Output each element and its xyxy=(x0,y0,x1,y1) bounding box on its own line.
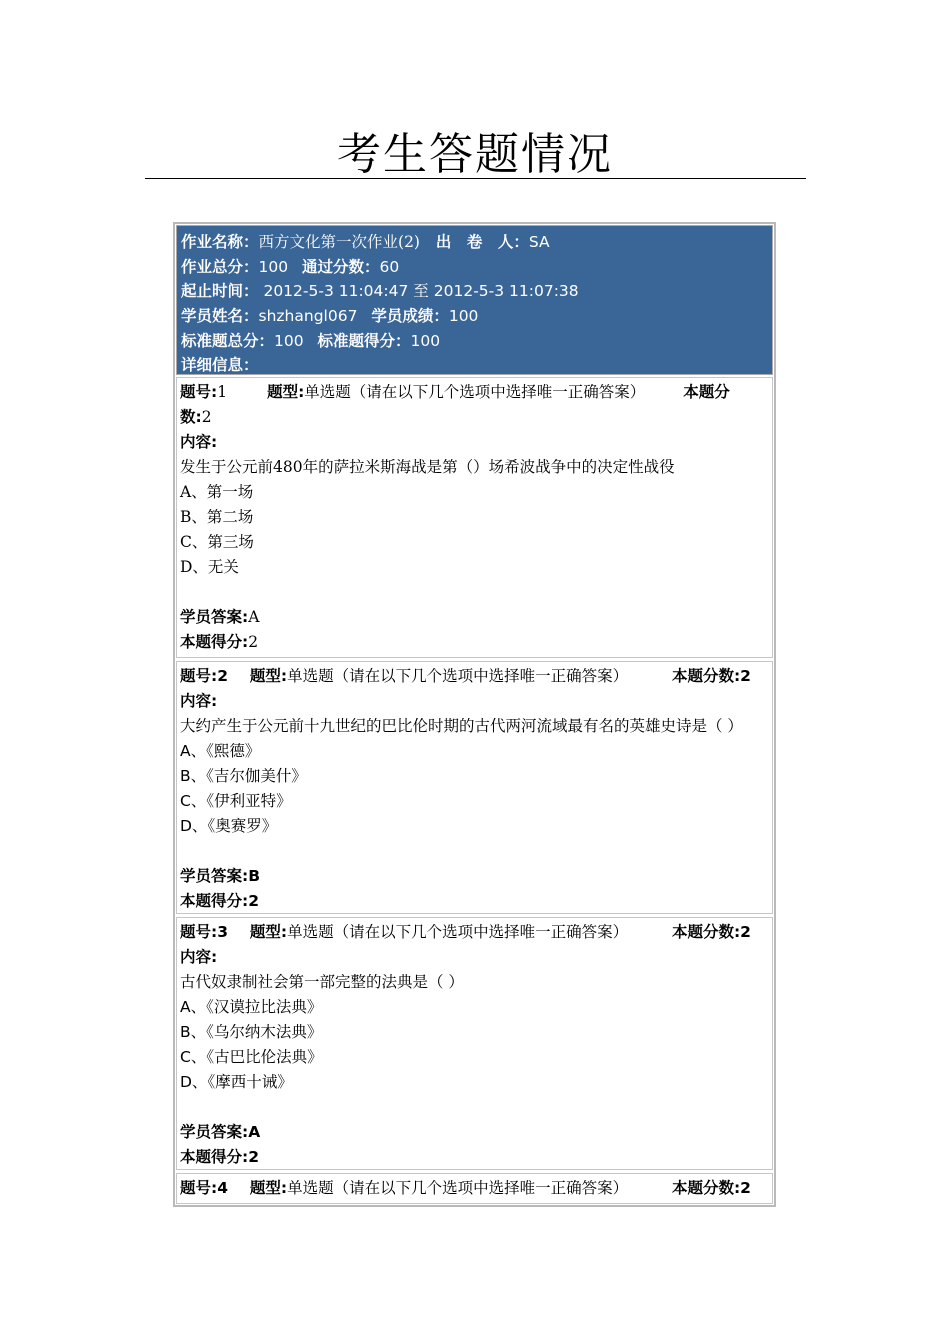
student-answer-row xyxy=(180,605,770,630)
question-got-row xyxy=(180,1145,770,1170)
question-type-label: 题型: xyxy=(267,383,305,401)
option-text: 《奥赛罗》 xyxy=(207,817,278,835)
option-c xyxy=(180,789,770,814)
option-letter: B、 xyxy=(180,767,207,785)
blank-line xyxy=(180,580,770,605)
option-text: 《古巴比伦法典》 xyxy=(206,1048,323,1066)
content-label-row xyxy=(180,945,770,970)
answer-table xyxy=(173,222,776,1207)
student-row xyxy=(181,304,768,329)
content-label: 内容: xyxy=(180,948,218,966)
question-got-row xyxy=(180,630,770,655)
question-got-label: 本题得分: xyxy=(180,892,249,910)
question-score-label: 本题分数: xyxy=(671,667,741,685)
option-a xyxy=(180,995,770,1020)
question-meta-row xyxy=(180,920,770,945)
option-letter: D、 xyxy=(180,817,208,835)
question-block-2 xyxy=(176,661,773,914)
standard-total-label: 标准题总分： xyxy=(181,331,275,350)
question-score-value: 2 xyxy=(201,408,212,426)
option-text: 《摩西十诫》 xyxy=(207,1073,293,1091)
question-score-label: 本题分数: xyxy=(671,923,741,941)
standard-got-label: 标准题得分： xyxy=(317,331,411,350)
question-text: 大约产生于公元前十九世纪的巴比伦时期的古代两河流域最有名的英雄史诗是（ ） xyxy=(180,717,743,735)
option-b: B、第二场 xyxy=(180,508,254,526)
student-answer-value: A xyxy=(248,608,260,626)
question-score-label: 本题分数: xyxy=(671,1179,741,1197)
student-answer-label: 学员答案: xyxy=(180,1123,249,1141)
total-score-value: 100 xyxy=(258,257,289,276)
time-range-row xyxy=(181,279,768,304)
title-divider xyxy=(145,178,806,179)
question-block-4 xyxy=(176,1173,773,1204)
question-no-value: 3 xyxy=(217,923,228,941)
question-score-value: 2 xyxy=(740,923,751,941)
option-b xyxy=(180,1020,770,1045)
details-row xyxy=(181,353,768,378)
question-score-row xyxy=(180,405,770,430)
student-answer-label: 学员答案: xyxy=(180,608,249,626)
student-name-label: 学员姓名： xyxy=(181,307,259,326)
question-no-label: 题号: xyxy=(180,667,218,685)
assignment-name-row xyxy=(181,230,768,255)
option-letter: C、 xyxy=(180,792,207,810)
question-meta-row xyxy=(180,380,770,405)
standard-got-value: 100 xyxy=(410,331,441,350)
content-label-row xyxy=(180,689,770,714)
student-name-value: shzhangl067 xyxy=(258,307,358,326)
option-text: 《乌尔纳木法典》 xyxy=(206,1023,323,1041)
total-score-label: 作业总分： xyxy=(181,257,259,276)
option-text: 《吉尔伽美什》 xyxy=(206,767,307,785)
pass-score-value: 60 xyxy=(379,257,400,276)
start-time: 2012-5-3 11:04:47 xyxy=(263,282,409,301)
option-d xyxy=(180,814,770,839)
option-c: C、第三场 xyxy=(180,533,254,551)
question-score-value: 2 xyxy=(740,667,751,685)
blank-line xyxy=(180,1095,770,1120)
option-d xyxy=(180,1070,770,1095)
question-got-row xyxy=(180,889,770,914)
details-label: 详细信息： xyxy=(181,356,259,375)
option-letter: B、 xyxy=(180,1023,207,1041)
question-got-value: 2 xyxy=(248,633,259,651)
time-range-label: 起止时间： xyxy=(181,282,259,301)
option-text: 《伊利亚特》 xyxy=(206,792,292,810)
question-text: 发生于公元前480年的萨拉米斯海战是第（）场希波战争中的决定性战役 xyxy=(180,458,675,476)
question-no-label: 题号: xyxy=(180,383,218,401)
author-label: 出 卷 人： xyxy=(435,233,529,251)
question-meta-row xyxy=(180,664,770,689)
option-text: 《熙德》 xyxy=(206,742,261,760)
option-b xyxy=(180,764,770,789)
question-type-label: 题型: xyxy=(249,667,288,685)
student-answer-row xyxy=(180,864,770,889)
question-type-label: 题型: xyxy=(249,923,288,941)
option-text: 《汉谟拉比法典》 xyxy=(206,998,323,1016)
question-score-label-cont: 数: xyxy=(180,408,202,426)
option-d: D、无关 xyxy=(180,558,239,576)
content-label: 内容: xyxy=(180,433,218,451)
assignment-info-header xyxy=(176,225,773,375)
student-score-label: 学员成绩： xyxy=(371,307,449,326)
question-block-1 xyxy=(176,377,773,658)
question-block-3 xyxy=(176,917,773,1170)
total-score-row xyxy=(181,255,768,280)
student-answer-value: A xyxy=(248,1123,261,1141)
question-got-label: 本题得分: xyxy=(180,633,249,651)
question-no-value: 1 xyxy=(217,383,228,401)
assignment-name-value: 西方文化第一次作业(2) xyxy=(258,233,420,251)
question-no-value: 2 xyxy=(217,667,228,685)
question-no-label: 题号: xyxy=(180,923,218,941)
question-text: 古代奴隶制社会第一部完整的法典是（ ） xyxy=(180,973,464,991)
question-no-value: 4 xyxy=(217,1179,228,1197)
question-type-value: 单选题（请在以下几个选项中选择唯一正确答案） xyxy=(287,667,629,685)
content-label-row xyxy=(180,430,770,455)
author-value: SA xyxy=(528,233,550,251)
question-type-value: 单选题（请在以下几个选项中选择唯一正确答案） xyxy=(287,1179,629,1197)
question-got-value: 2 xyxy=(248,892,259,910)
option-a xyxy=(180,739,770,764)
question-score-value: 2 xyxy=(740,1179,751,1197)
question-type-value: 单选题（请在以下几个选项中选择唯一正确答案） xyxy=(287,923,629,941)
question-score-label: 本题分 xyxy=(683,383,730,401)
option-a: A、第一场 xyxy=(180,483,254,501)
question-no-label: 题号: xyxy=(180,1179,218,1197)
student-answer-label: 学员答案: xyxy=(180,867,249,885)
option-letter: A、 xyxy=(180,998,207,1016)
option-letter: A、 xyxy=(180,742,207,760)
question-got-label: 本题得分: xyxy=(180,1148,249,1166)
standard-score-row xyxy=(181,329,768,354)
student-answer-row xyxy=(180,1120,770,1145)
assignment-name-label: 作业名称： xyxy=(181,233,259,251)
pass-score-label: 通过分数： xyxy=(301,257,380,276)
question-type-value: 单选题（请在以下几个选项中选择唯一正确答案） xyxy=(304,383,646,401)
page-title: 考生答题情况 xyxy=(337,129,613,180)
end-time: 2012-5-3 11:07:38 xyxy=(433,282,579,301)
student-score-value: 100 xyxy=(448,307,479,326)
option-c xyxy=(180,1045,770,1070)
standard-total-value: 100 xyxy=(274,331,304,350)
option-letter: D、 xyxy=(180,1073,208,1091)
blank-line xyxy=(180,839,770,864)
question-type-label: 题型: xyxy=(249,1179,288,1197)
student-answer-value: B xyxy=(248,867,261,885)
question-got-value: 2 xyxy=(248,1148,259,1166)
content-label: 内容: xyxy=(180,692,218,710)
time-separator: 至 xyxy=(413,282,429,301)
option-letter: C、 xyxy=(180,1048,207,1066)
question-meta-row xyxy=(180,1176,770,1201)
